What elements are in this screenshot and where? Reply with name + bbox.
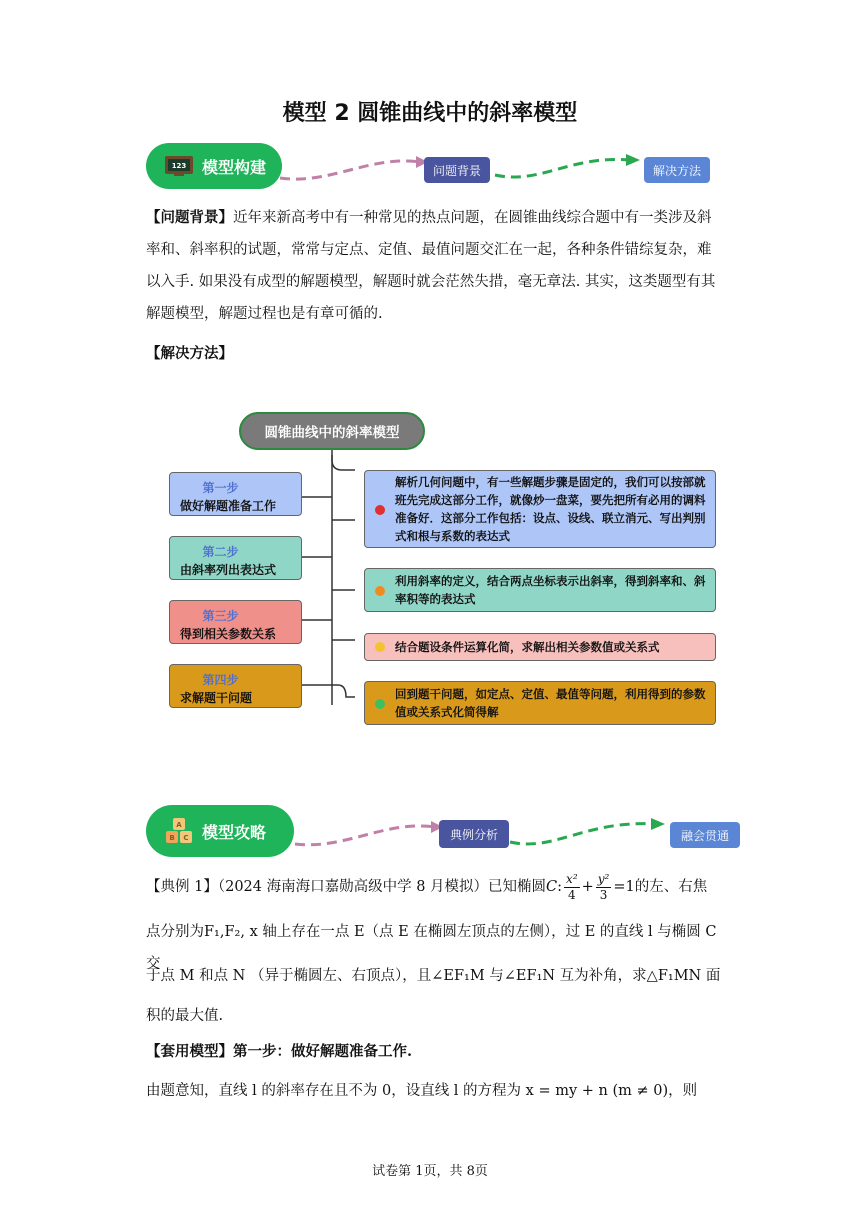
solution-line: 由题意知，直线 l 的斜率存在且不为 0，设直线 l 的方程为 x = my + n (m ≠ 0)，则 — [146, 1083, 698, 1099]
example-text-post: 的左、右焦 — [634, 879, 708, 895]
step-4 — [169, 664, 302, 708]
step-text: 做好解题准备工作 — [180, 499, 277, 513]
example-line-2: 点分别为F₁,F₂, x 轴上存在一点 E（点 E 在椭圆左顶点的左侧），过 E 的直线 l 与椭圆 C 交 — [146, 924, 717, 972]
badge-label: 模型构建 — [202, 157, 267, 177]
card-text: 结合题设条件运算化简，求解出相关参数值或关系式 — [395, 640, 660, 654]
card-text: 解析几何问题中，有一些解题步骤是固定的，我们可以按部就班先完成这部分工作，就像炒一盘菜，要先把所有必用的调料准备好．这部分工作包括：设点、设线、联立消元、写出判别式和根与系数的表达式 — [395, 475, 706, 543]
marker-4-icon — [375, 699, 385, 709]
equation-rest: =1 — [613, 879, 635, 895]
marker-2-icon — [375, 586, 385, 596]
fraction-x-den: 4 — [568, 887, 576, 902]
fraction-y — [596, 872, 612, 903]
svg-text:B: B — [169, 834, 175, 842]
card-3 — [364, 633, 716, 661]
example-source: （2024 海南海口嘉勋高级中学 8 月模拟） — [217, 879, 489, 895]
page-title: 模型 2 圆锥曲线中的斜率模型 — [282, 101, 578, 126]
box-solution-method: 解决方法 — [644, 157, 710, 183]
svg-text:123: 123 — [171, 162, 187, 170]
step-2 — [169, 536, 302, 580]
background-paragraph — [146, 202, 721, 330]
step-number: 第三步 — [202, 609, 239, 623]
apply-model-line — [146, 1036, 721, 1068]
marker-1-icon — [375, 505, 385, 515]
svg-text:C: C — [183, 834, 189, 842]
step-number: 第一步 — [202, 481, 239, 495]
card-text: 利用斜率的定义，结合两点坐标表示出斜率，得到斜率和、斜率积等的表达式 — [395, 574, 706, 606]
abc-blocks-icon — [164, 816, 194, 846]
step-1 — [169, 472, 302, 516]
step-text: 求解题干问题 — [180, 691, 253, 705]
fraction-y-den: 3 — [599, 887, 608, 902]
page-footer: 试卷第 1页，共 8页 — [372, 1164, 488, 1179]
card-1 — [364, 470, 716, 548]
box-example-analysis: 典例分析 — [439, 820, 509, 848]
step-text: 得到相关参数关系 — [180, 627, 277, 641]
step-3 — [169, 600, 302, 644]
box-integrate: 融会贯通 — [670, 822, 740, 848]
example-line-1: 【典例 1】（2024 海南海口嘉勋高级中学 8 月模拟）已知椭圆C: $\frac{\text{x²}}{4}$ + $\frac{\text{y²}}{3}$ =1的左、右焦 — [146, 871, 708, 902]
section-badge-model-build — [146, 143, 282, 189]
method-label: 【解决方法】 — [146, 345, 233, 362]
fraction-y-num: y² — [597, 871, 610, 886]
section-badge-model-strategy — [146, 805, 294, 857]
example-line-4: 积的最大值. — [146, 1008, 224, 1024]
card-4 — [364, 681, 716, 725]
background-label: 【问题背景】 — [146, 209, 233, 226]
box-problem-background: 问题背景 — [424, 157, 490, 183]
fraction-x — [564, 872, 580, 903]
fraction-x-num: x² — [566, 871, 578, 886]
blackboard-icon — [164, 155, 194, 177]
background-text: 近年来新高考中有一种常见的热点问题，在圆锥曲线综合题中有一类涉及斜率和、斜率积的试题，常常与定点、定值、最值问题交汇在一起，各种条件错综复杂，难以入手. 如果没有成型的解题模型，解题时就会茫然失措，毫无章法. 其实，这类题型有其解题模型，解题过程也是有章可循的. — [146, 210, 716, 322]
step-number: 第二步 — [202, 545, 239, 559]
step-text: 由斜率列出表达式 — [180, 563, 277, 577]
step-number: 第四步 — [202, 673, 239, 687]
example-label: 【典例 1】 — [146, 879, 218, 895]
marker-3-icon — [375, 642, 385, 652]
ellipse-name: C — [546, 879, 558, 895]
badge-label: 模型攻略 — [202, 822, 267, 842]
mindmap-root: 圆锥曲线中的斜率模型 — [239, 412, 425, 450]
apply-text: 第一步：做好解题准备工作. — [233, 1043, 413, 1060]
apply-label: 【套用模型】 — [146, 1043, 233, 1060]
example-line-3: 于点 M 和点 N （异于椭圆左、右顶点），且∠EF₁M 与∠EF₁N 互为补角，求△F₁MN 面 — [146, 968, 721, 984]
svg-text:A: A — [176, 821, 182, 829]
example-text-pre: 已知椭圆 — [488, 879, 547, 895]
card-2 — [364, 568, 716, 612]
card-text: 回到题干问题，如定点、定值、最值等问题，利用得到的参数值或关系式化简得解 — [395, 687, 706, 719]
